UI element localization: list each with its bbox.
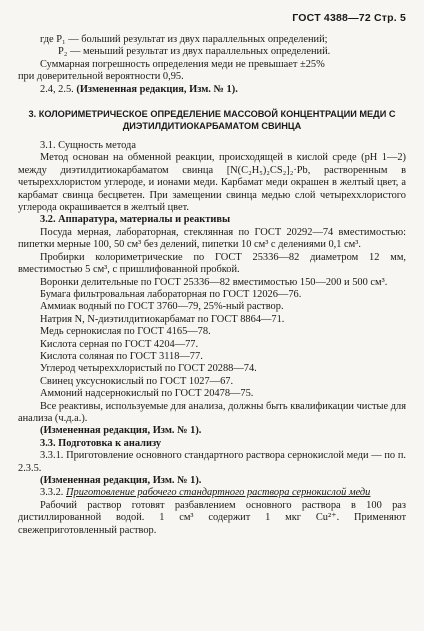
revision-note-1: (Измененная редакция, Изм. № 1).: [40, 425, 202, 437]
definition-p1: где P₁ — больший результат из двух параллельных определений;: [40, 34, 328, 45]
section-3-title: 3. КОЛОРИМЕТРИЧЕСКОЕ ОПРЕДЕЛЕНИЕ МАССОВОЙ КОНЦЕНТРАЦИИ МЕДИ С ДИЭТИЛДИТИОКАРБАМАТОМ СВИНЦА: [28, 109, 396, 131]
reagent-hydrochloric-acid: Кислота соляная по ГОСТ 3118—77.: [40, 350, 203, 362]
section-3-3-heading: 3.3. Подготовка к анализу: [40, 437, 162, 449]
test-tubes-paragraph: Пробирки колориметрические по ГОСТ 25336—82 диаметром 12 мм, вместимостью 5 см³, с пришлифованной пробкой.: [18, 251, 406, 276]
reagent-filter-paper: Бумага фильтровальная лабораторная по ГОСТ 12026—76.: [40, 288, 302, 300]
page-header: ГОСТ 4388—72 Стр. 5: [292, 12, 406, 24]
reagent-carbon-tetrachloride: Углерод четыреххлористый по ГОСТ 20288—74.: [40, 363, 257, 375]
document-body: [18, 34, 406, 537]
reagent-sodium-dtc: Натрия N, N-диэтилдитиокарбамат по ГОСТ 8864—71.: [40, 313, 285, 325]
section-3-3-1-text: 3.3.1. Приготовление основного стандартного раствора сернокислой меди — по п. 2.3.5.: [18, 450, 406, 474]
section-3-1-text: Метод основан на обменной реакции, происходящей в кислой среде (pH 1—2) между диэтилдитиокарбаматом свинца [N(C₂H₅)₂CS₂]₂·Pb, растворенным в четыреххлористом углероде, и ионами меди. Карбамат меди окрашен в желтый цвет, а карбамат свинца бесцветен. При замещении свинца медью слой четыреххлористого углерода окрашивается в желтый цвет.: [18, 152, 406, 214]
revision-note-2: (Измененная редакция, Изм. № 1).: [40, 475, 202, 486]
reagent-copper-sulfate: Медь сернокислая по ГОСТ 4165—78.: [40, 326, 211, 338]
section-3-1-heading: 3.1. Сущность метода: [40, 140, 136, 152]
reagent-sulfuric-acid: Кислота серная по ГОСТ 4204—77.: [40, 338, 199, 350]
revision-note: (Измененная редакция, Изм. № 1).: [76, 83, 238, 95]
glassware-paragraph: Посуда мерная, лабораторная, стеклянная по ГОСТ 20292—74 вместимостью: пипетки мерные 100, 50 см³ без делений, пипетки 10 см³ с делениями 0,1 см³.: [18, 226, 406, 251]
section-3-3-2-title: Приготовление рабочего стандартного раствора сернокислой меди: [66, 487, 371, 499]
section-3-3-2-number: 3.3.2.: [40, 487, 64, 499]
section-3-3-2-heading: [18, 487, 406, 499]
reagent-ammonia: Аммиак водный по ГОСТ 3760—79, 25%-ный раствор.: [40, 301, 284, 313]
definition-p2: P₂ — меньший результат из двух параллельных определений.: [58, 46, 331, 58]
clause-2-4-2-5: [18, 84, 406, 96]
confidence-statement: при доверительной вероятности 0,95.: [18, 71, 184, 83]
section-3-2-heading: 3.2. Аппаратура, материалы и реактивы: [40, 214, 231, 226]
section-3-3-2-text: Рабочий раствор готовят разбавлением основного раствора в 100 раз дистиллированной водой. 1 см³ содержит 1 мкг Cu²⁺. Применяют свежеприготовленный раствор.: [18, 499, 406, 536]
error-statement: Суммарная погрешность определения меди не превышает ±25%: [40, 58, 325, 70]
clause-number: 2.4, 2.5.: [40, 83, 74, 95]
reagents-grade-note: Все реактивы, используемые для анализа, должны быть квалификации чистые для анализа (ч.д.а.).: [18, 400, 406, 424]
funnels-paragraph: Воронки делительные по ГОСТ 25336—82 вместимостью 150—200 и 500 см³.: [40, 276, 388, 288]
reagent-lead-acetate: Свинец уксуснокислый по ГОСТ 1027—67.: [40, 375, 234, 387]
reagent-ammonium-persulfate: Аммоний надсернокислый по ГОСТ 20478—75.: [40, 388, 254, 400]
